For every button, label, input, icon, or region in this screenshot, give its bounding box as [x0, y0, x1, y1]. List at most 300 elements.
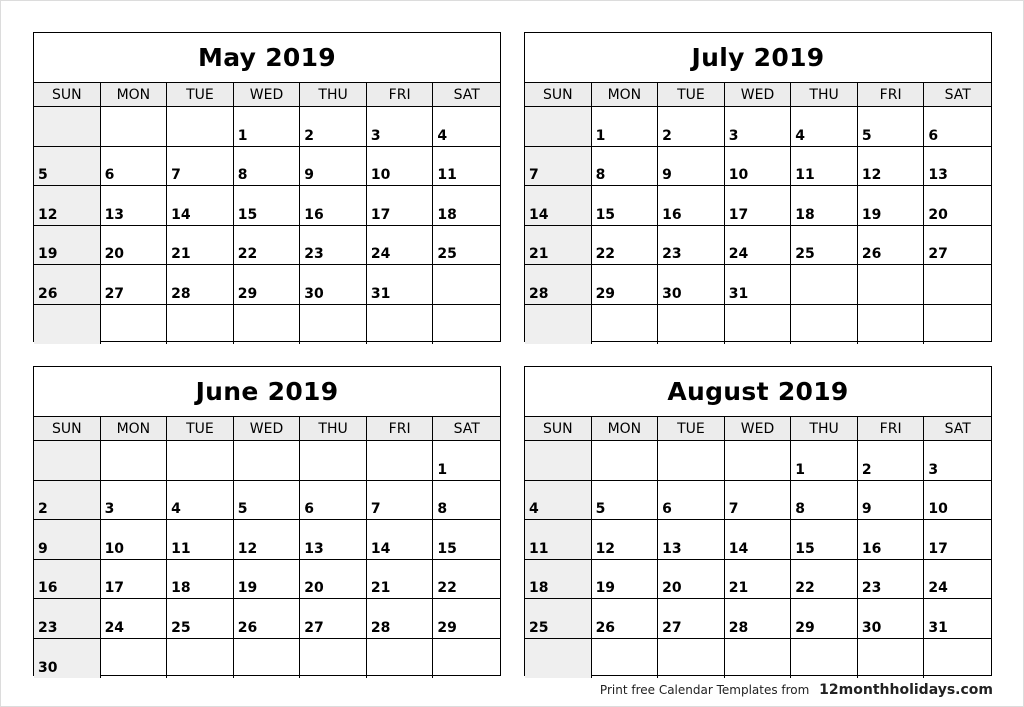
day-number: 14 — [529, 206, 549, 223]
day-cell — [34, 520, 101, 560]
day-number: 28 — [728, 619, 749, 636]
day-number: 16 — [38, 580, 58, 596]
day-cell — [234, 226, 301, 266]
day-cell — [167, 226, 234, 266]
day-number: 27 — [104, 285, 125, 302]
day-cell — [525, 305, 592, 345]
day-cell — [101, 305, 168, 345]
day-number: 30 — [38, 660, 58, 676]
day-cell — [924, 520, 991, 560]
day-cell — [367, 481, 434, 521]
day-cell — [234, 441, 301, 481]
calendar-title: May 2019 — [34, 33, 500, 83]
day-number: 22 — [595, 246, 616, 262]
day-cell — [592, 107, 659, 147]
day-number: 28 — [370, 619, 391, 636]
day-number: 10 — [728, 167, 749, 183]
day-cell — [34, 305, 101, 345]
day-cell — [725, 481, 792, 521]
calendar-grid — [34, 83, 500, 344]
day-cell — [858, 520, 925, 560]
day-number: 14 — [171, 206, 191, 223]
day-cell — [101, 147, 168, 187]
day-number: 18 — [437, 206, 457, 223]
day-number: 2 — [38, 501, 48, 517]
day-cell — [300, 520, 367, 560]
day-number: 21 — [370, 580, 391, 596]
day-number: 11 — [529, 540, 549, 557]
day-number: 20 — [304, 580, 324, 596]
day-cell — [924, 107, 991, 147]
day-cell — [167, 639, 234, 679]
weekday-header-wed: WED — [234, 83, 301, 107]
day-number: 3 — [104, 501, 115, 517]
day-number: 9 — [861, 501, 872, 517]
weekday-header-thu: THU — [791, 417, 858, 441]
day-number: 3 — [728, 127, 739, 144]
day-cell — [433, 305, 500, 345]
day-number: 27 — [662, 619, 682, 636]
day-cell — [791, 226, 858, 266]
day-cell — [791, 520, 858, 560]
day-number: 11 — [171, 540, 191, 557]
day-cell — [167, 481, 234, 521]
day-number: 22 — [795, 580, 815, 596]
weekday-header-fri: FRI — [858, 83, 925, 107]
day-number: 27 — [928, 246, 948, 262]
day-cell — [433, 226, 500, 266]
day-cell — [367, 226, 434, 266]
day-cell — [924, 639, 991, 679]
day-cell — [525, 520, 592, 560]
day-cell — [525, 107, 592, 147]
day-number: 7 — [370, 501, 381, 517]
day-number: 12 — [237, 540, 258, 557]
day-cell — [300, 599, 367, 639]
day-number: 8 — [595, 167, 606, 183]
day-number: 26 — [861, 246, 882, 262]
day-number: 25 — [437, 246, 457, 262]
weekday-header-sun: SUN — [34, 83, 101, 107]
day-cell — [167, 186, 234, 226]
day-cell — [592, 147, 659, 187]
weekday-header-thu: THU — [300, 417, 367, 441]
day-cell — [101, 481, 168, 521]
day-number: 13 — [928, 167, 948, 183]
weekday-header-sat: SAT — [924, 417, 991, 441]
day-number: 9 — [662, 167, 672, 183]
day-cell — [367, 107, 434, 147]
day-number: 7 — [529, 167, 539, 183]
day-cell — [658, 147, 725, 187]
day-number: 30 — [304, 285, 324, 302]
day-number: 3 — [928, 461, 939, 478]
day-number: 21 — [529, 246, 549, 262]
day-number: 24 — [928, 580, 948, 596]
day-cell — [658, 265, 725, 305]
day-cell — [858, 305, 925, 345]
day-cell — [433, 639, 500, 679]
day-cell — [858, 599, 925, 639]
footer-text: Print free Calendar Templates from — [599, 683, 810, 697]
day-cell — [34, 147, 101, 187]
day-cell — [658, 520, 725, 560]
day-cell — [592, 560, 659, 600]
day-cell — [234, 560, 301, 600]
day-cell — [725, 186, 792, 226]
day-cell — [101, 107, 168, 147]
day-cell — [924, 599, 991, 639]
day-number: 12 — [861, 167, 882, 183]
day-cell — [300, 186, 367, 226]
day-cell — [234, 481, 301, 521]
day-number: 1 — [237, 127, 248, 144]
day-number: 5 — [38, 167, 48, 183]
weekday-header-tue: TUE — [658, 417, 725, 441]
day-cell — [725, 599, 792, 639]
calendar-title: July 2019 — [525, 33, 991, 83]
day-cell — [791, 305, 858, 345]
weekday-header-sun: SUN — [525, 417, 592, 441]
day-cell — [592, 639, 659, 679]
day-cell — [924, 481, 991, 521]
day-cell — [791, 481, 858, 521]
day-number: 17 — [728, 206, 749, 223]
day-number: 29 — [237, 285, 258, 302]
day-number: 24 — [104, 619, 125, 636]
day-cell — [34, 226, 101, 266]
day-cell — [300, 560, 367, 600]
day-cell — [300, 305, 367, 345]
day-number: 15 — [795, 540, 815, 557]
day-cell — [433, 147, 500, 187]
day-cell — [367, 186, 434, 226]
day-number: 1 — [595, 127, 606, 144]
day-number: 19 — [38, 246, 58, 262]
day-number: 2 — [304, 127, 315, 144]
day-cell — [433, 560, 500, 600]
day-cell — [367, 441, 434, 481]
day-cell — [34, 265, 101, 305]
day-cell — [525, 265, 592, 305]
day-number: 20 — [662, 580, 682, 596]
day-number: 4 — [437, 127, 448, 144]
day-cell — [725, 520, 792, 560]
day-cell — [300, 226, 367, 266]
day-number: 29 — [437, 619, 457, 636]
day-number: 24 — [728, 246, 749, 262]
weekday-header-sat: SAT — [433, 417, 500, 441]
day-number: 7 — [728, 501, 739, 517]
day-number: 5 — [595, 501, 606, 517]
day-cell — [433, 520, 500, 560]
day-number: 8 — [437, 501, 448, 517]
day-cell — [300, 481, 367, 521]
day-number: 16 — [662, 206, 682, 223]
day-number: 10 — [928, 501, 948, 517]
weekday-header-fri: FRI — [858, 417, 925, 441]
day-number: 26 — [595, 619, 616, 636]
day-number: 22 — [237, 246, 258, 262]
day-number: 1 — [795, 461, 806, 478]
day-cell — [367, 305, 434, 345]
day-number: 6 — [662, 501, 672, 517]
weekday-header-sun: SUN — [34, 417, 101, 441]
day-number: 4 — [529, 501, 539, 517]
day-cell — [433, 265, 500, 305]
day-cell — [367, 520, 434, 560]
day-number: 3 — [370, 127, 381, 144]
day-cell — [525, 186, 592, 226]
weekday-header-mon: MON — [592, 417, 659, 441]
day-number: 23 — [662, 246, 682, 262]
day-cell — [858, 560, 925, 600]
day-cell — [167, 599, 234, 639]
day-number: 5 — [861, 127, 872, 144]
day-cell — [300, 441, 367, 481]
day-number: 25 — [529, 619, 549, 636]
day-cell — [592, 305, 659, 345]
day-number: 31 — [370, 285, 391, 302]
day-number: 28 — [529, 285, 549, 302]
day-number: 12 — [595, 540, 616, 557]
weekday-header-thu: THU — [300, 83, 367, 107]
day-number: 21 — [171, 246, 191, 262]
weekday-header-wed: WED — [725, 83, 792, 107]
day-cell — [300, 147, 367, 187]
calendar-grid — [34, 417, 500, 678]
calendar-july — [524, 32, 992, 342]
day-number: 16 — [304, 206, 324, 223]
day-cell — [924, 186, 991, 226]
day-cell — [658, 186, 725, 226]
weekday-header-fri: FRI — [367, 417, 434, 441]
day-cell — [525, 560, 592, 600]
calendar-title: June 2019 — [34, 367, 500, 417]
day-number: 18 — [795, 206, 815, 223]
day-cell — [592, 520, 659, 560]
day-number: 16 — [861, 540, 882, 557]
day-number: 20 — [928, 206, 948, 223]
day-cell — [525, 226, 592, 266]
day-number: 4 — [795, 127, 806, 144]
day-cell — [525, 639, 592, 679]
day-number: 11 — [437, 167, 457, 183]
day-cell — [525, 481, 592, 521]
day-cell — [34, 639, 101, 679]
day-number: 18 — [171, 580, 191, 596]
day-cell — [234, 107, 301, 147]
day-number: 25 — [795, 246, 815, 262]
day-cell — [924, 265, 991, 305]
day-cell — [791, 599, 858, 639]
day-cell — [433, 441, 500, 481]
day-cell — [167, 147, 234, 187]
day-number: 12 — [38, 206, 58, 223]
day-cell — [658, 481, 725, 521]
day-cell — [34, 481, 101, 521]
day-number: 29 — [595, 285, 616, 302]
day-cell — [101, 226, 168, 266]
day-cell — [525, 599, 592, 639]
day-number: 15 — [595, 206, 616, 223]
day-cell — [433, 599, 500, 639]
day-cell — [858, 481, 925, 521]
day-cell — [725, 441, 792, 481]
day-cell — [525, 147, 592, 187]
day-cell — [658, 441, 725, 481]
weekday-header-tue: TUE — [167, 417, 234, 441]
day-cell — [167, 107, 234, 147]
day-number: 18 — [529, 580, 549, 596]
weekday-header-fri: FRI — [367, 83, 434, 107]
day-number: 30 — [662, 285, 682, 302]
day-number: 24 — [370, 246, 391, 262]
day-cell — [791, 441, 858, 481]
day-cell — [592, 226, 659, 266]
weekday-header-thu: THU — [791, 83, 858, 107]
day-cell — [924, 147, 991, 187]
day-number: 23 — [304, 246, 324, 262]
day-cell — [234, 265, 301, 305]
day-number: 25 — [171, 619, 191, 636]
day-number: 19 — [861, 206, 882, 223]
day-cell — [34, 441, 101, 481]
day-cell — [725, 147, 792, 187]
day-cell — [101, 520, 168, 560]
day-cell — [167, 265, 234, 305]
footer-brand-link[interactable]: 12monthholidays.com — [819, 682, 993, 698]
day-number: 30 — [861, 619, 882, 636]
day-number: 31 — [728, 285, 749, 302]
weekday-header-sat: SAT — [924, 83, 991, 107]
day-number: 8 — [237, 167, 248, 183]
day-cell — [234, 520, 301, 560]
day-number: 14 — [370, 540, 391, 557]
weekday-header-wed: WED — [725, 417, 792, 441]
day-number: 31 — [928, 619, 948, 636]
day-cell — [167, 560, 234, 600]
day-cell — [34, 599, 101, 639]
day-cell — [592, 265, 659, 305]
weekday-header-tue: TUE — [167, 83, 234, 107]
day-cell — [658, 226, 725, 266]
day-cell — [101, 265, 168, 305]
day-number: 4 — [171, 501, 181, 517]
calendar-may — [33, 32, 501, 342]
day-cell — [433, 107, 500, 147]
day-number: 6 — [104, 167, 115, 183]
day-cell — [234, 305, 301, 345]
day-cell — [725, 265, 792, 305]
day-number: 2 — [662, 127, 672, 144]
calendar-title: August 2019 — [525, 367, 991, 417]
day-cell — [433, 481, 500, 521]
day-number: 22 — [437, 580, 457, 596]
day-number: 13 — [662, 540, 682, 557]
day-cell — [658, 599, 725, 639]
day-number: 6 — [928, 127, 939, 144]
day-cell — [367, 560, 434, 600]
day-number: 19 — [595, 580, 616, 596]
day-cell — [592, 186, 659, 226]
day-cell — [367, 639, 434, 679]
day-cell — [167, 441, 234, 481]
day-number: 8 — [795, 501, 806, 517]
day-cell — [592, 441, 659, 481]
day-number: 23 — [861, 580, 882, 596]
day-number: 17 — [104, 580, 125, 596]
day-cell — [791, 560, 858, 600]
day-cell — [367, 265, 434, 305]
day-cell — [791, 147, 858, 187]
day-cell — [101, 639, 168, 679]
day-cell — [525, 441, 592, 481]
day-number: 21 — [728, 580, 749, 596]
weekday-header-mon: MON — [101, 83, 168, 107]
footer-credit — [600, 682, 993, 698]
day-cell — [791, 639, 858, 679]
day-cell — [234, 639, 301, 679]
weekday-header-wed: WED — [234, 417, 301, 441]
day-cell — [924, 441, 991, 481]
day-cell — [725, 305, 792, 345]
day-cell — [658, 305, 725, 345]
day-cell — [924, 226, 991, 266]
day-cell — [234, 147, 301, 187]
day-cell — [367, 147, 434, 187]
day-number: 14 — [728, 540, 749, 557]
day-number: 15 — [237, 206, 258, 223]
day-cell — [34, 186, 101, 226]
day-cell — [658, 560, 725, 600]
calendar-grid — [525, 417, 991, 678]
day-cell — [433, 186, 500, 226]
day-cell — [791, 107, 858, 147]
day-number: 9 — [304, 167, 315, 183]
day-cell — [234, 186, 301, 226]
day-cell — [101, 599, 168, 639]
day-cell — [300, 639, 367, 679]
day-number: 19 — [237, 580, 258, 596]
day-cell — [858, 639, 925, 679]
day-number: 10 — [104, 540, 125, 557]
day-cell — [34, 107, 101, 147]
day-cell — [725, 226, 792, 266]
day-cell — [34, 560, 101, 600]
day-number: 13 — [304, 540, 324, 557]
day-cell — [592, 481, 659, 521]
day-number: 27 — [304, 619, 324, 636]
day-cell — [791, 265, 858, 305]
day-number: 13 — [104, 206, 125, 223]
day-number: 11 — [795, 167, 815, 183]
day-cell — [858, 265, 925, 305]
day-cell — [101, 441, 168, 481]
day-cell — [858, 441, 925, 481]
day-cell — [924, 305, 991, 345]
day-number: 26 — [237, 619, 258, 636]
weekday-header-sat: SAT — [433, 83, 500, 107]
day-number: 26 — [38, 285, 58, 302]
day-number: 29 — [795, 619, 815, 636]
day-number: 23 — [38, 619, 58, 636]
day-cell — [725, 560, 792, 600]
day-cell — [725, 639, 792, 679]
day-number: 17 — [928, 540, 948, 557]
day-cell — [924, 560, 991, 600]
day-cell — [167, 305, 234, 345]
